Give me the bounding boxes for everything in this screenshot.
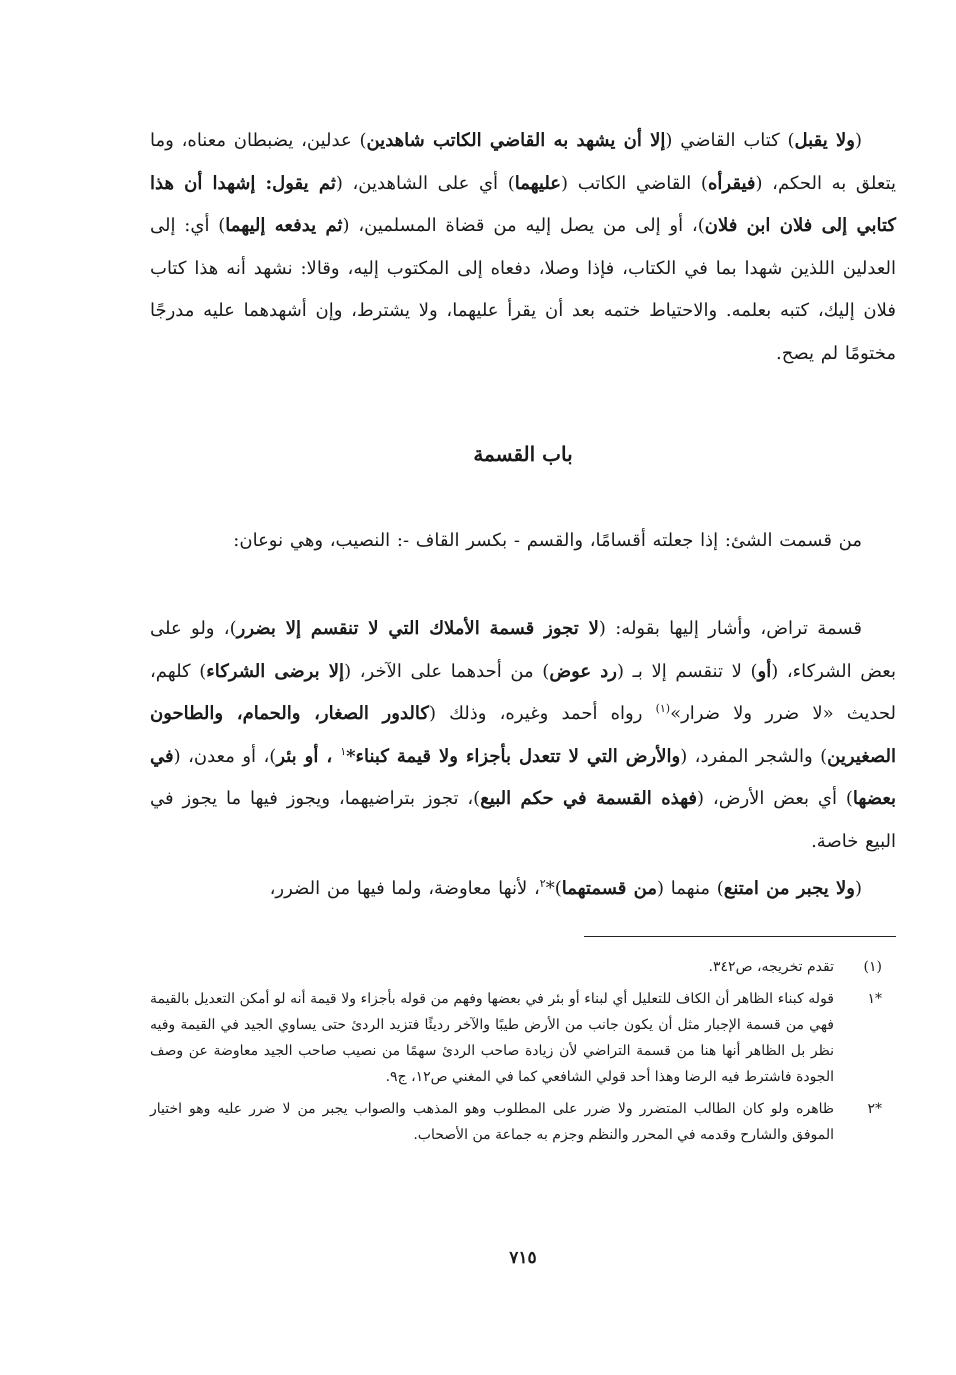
matn-text: ، أو بئر xyxy=(276,745,341,767)
matn-text: في بعضها xyxy=(150,745,897,810)
text-run: رواه أحمد وغيره، وذلك ( xyxy=(428,703,656,725)
paragraph-qismat-taradi xyxy=(150,608,896,864)
footnotes xyxy=(150,954,896,1154)
page-number: ٧١٥ xyxy=(509,1248,537,1268)
text-run: )، تجوز بتراضيهما، ويجوز فيها ما يجوز في البيع خاصة. xyxy=(150,788,896,852)
footnote-ref: ١ xyxy=(340,744,347,758)
matn-text: أو xyxy=(757,660,772,682)
text-run: ) كتاب القاضي ( xyxy=(665,130,795,151)
footnote-item xyxy=(150,986,896,1090)
text-run: )، ولو على بعض الشركاء، ( xyxy=(150,618,896,682)
text-run: ) منهما ( xyxy=(657,878,724,899)
text-run: ) لا تنقسم إلا بـ ( xyxy=(616,660,758,682)
footnote-item xyxy=(150,954,896,980)
matn-text: رد عوض xyxy=(549,660,617,682)
text-run: ) عدلين، يضبطان معناه، وما يتعلق به الحكم، ( xyxy=(150,130,897,194)
matn-text: ولا يقبل xyxy=(794,130,855,151)
matn-text: فهذه القسمة في حكم البيع xyxy=(480,788,697,810)
matn-text: ثم يدفعه إليهما xyxy=(225,215,343,237)
text-run: )* xyxy=(545,878,562,899)
footnote-item xyxy=(150,1096,896,1148)
footnote-text: تقدم تخريجه، ص٣٤٢. xyxy=(708,959,834,975)
footnote-ref: ٢ xyxy=(539,877,546,890)
text-run: ) كلهم، لحديث «لا ضرر ولا ضرار» xyxy=(150,660,896,725)
footnote-text: ظاهره ولو كان الطالب المتضرر ولا ضرر على المطلوب وهو المذهب والصواب يجبر من لا ضرر عليه وهو اختيار الموفق والشارح وقدمه في المحرر والنظم وجزم به جماعة من الأصحاب. xyxy=(150,1101,834,1143)
footnote-mark: *٢ xyxy=(867,1101,882,1117)
matn-text: عليهما xyxy=(514,172,562,194)
matn-text: ولا يجبر من امتنع xyxy=(723,878,855,899)
text-run: ) أي بعض الأرض، ( xyxy=(696,788,853,810)
paragraph-definition: من قسمت الشئ: إذا جعلته أقسامًا، والقسم - بكسر القاف -: النصيب، وهي نوعان: xyxy=(233,530,862,551)
chapter-heading: باب القسمة xyxy=(473,442,573,466)
matn-text: كالدور الصغار، والحمام، والطاحون الصغيرين xyxy=(150,703,897,767)
paragraph-ijbar xyxy=(150,868,896,911)
footnote-text: قوله كبناء الظاهر أن الكاف للتعليل أي لبناء أو بئر في بعضها وفهم من قوله بأجزاء ولا قيمة أنه لو أمكن التعديل بالقيمة فهي من قسمة الإجبار مثل أن يكون جانب من الأرض طيبًا والآخر رديئًا فتزيد الردئ حتى يساوي الجيد في القيمة وفيه نظر بل الظاهر أنها هنا من قسمة التراضي لأن زيادة صاحب الردئ سهمًا من نصيب صاحب الجيد معاوضة عن وصف الجودة فاشترط فيه الرضا وهذا أحد قولي الشافعي كما في المغني ص١٢، ج٩. xyxy=(150,991,834,1085)
text-run: ) والشجر المفرد، ( xyxy=(680,745,828,767)
book-page xyxy=(150,120,896,1320)
paragraph-judge-letter xyxy=(150,120,896,376)
text-run: ( xyxy=(854,130,862,151)
matn-text: لا تجوز قسمة الأملاك التي لا تنقسم إلا بضرر xyxy=(236,618,599,639)
footnote-ref: (١) xyxy=(655,702,671,716)
matn-text: ثم يقول: إشهدا أن هذا كتابي إلى فلان ابن فلان xyxy=(150,172,896,237)
text-run: )، أو إلى من يصل إليه من قضاة المسلمين، ( xyxy=(342,215,705,237)
text-run: قسمة تراض، وأشار إليها بقوله: ( xyxy=(598,618,862,639)
matn-text: فيقرأه xyxy=(707,172,756,194)
matn-text: إلا برضى الشركاء xyxy=(206,660,345,682)
text-run: ) أي على الشاهدين، ( xyxy=(335,172,515,194)
text-run: )، أو معدن، ( xyxy=(173,745,277,767)
matn-text: والأرض التي لا تتعدل بأجزاء ولا قيمة كبناء* xyxy=(346,745,681,767)
footnote-divider xyxy=(584,936,896,937)
text-run: ، لأنها معاوضة، ولما فيها من الضرر، xyxy=(269,878,540,899)
text-run: ) أي: إلى العدلين اللذين شهدا بما في الكتاب، فإذا وصلا، دفعاه إلى المكتوب إليه، وقالا: نشهد أنه هذا كتاب فلان إليك، كتبه بعلمه. والاحتياط ختمه بعد أن يقرأ عليهما، ولا يشترط، وإن أشهدهما عليه مدرجًا مختومًا لم يصح. xyxy=(150,215,896,364)
matn-text: إلا أن يشهد به القاضي الكاتب شاهدين xyxy=(366,130,666,151)
matn-text: من قسمتهما xyxy=(561,878,658,899)
text-run: ( xyxy=(854,878,862,899)
footnote-mark: (١) xyxy=(863,959,882,975)
footnote-mark: *١ xyxy=(867,991,882,1007)
text-run: ) القاضي الكاتب ( xyxy=(561,172,708,194)
text-run: ) من أحدهما على الآخر، ( xyxy=(344,660,550,682)
